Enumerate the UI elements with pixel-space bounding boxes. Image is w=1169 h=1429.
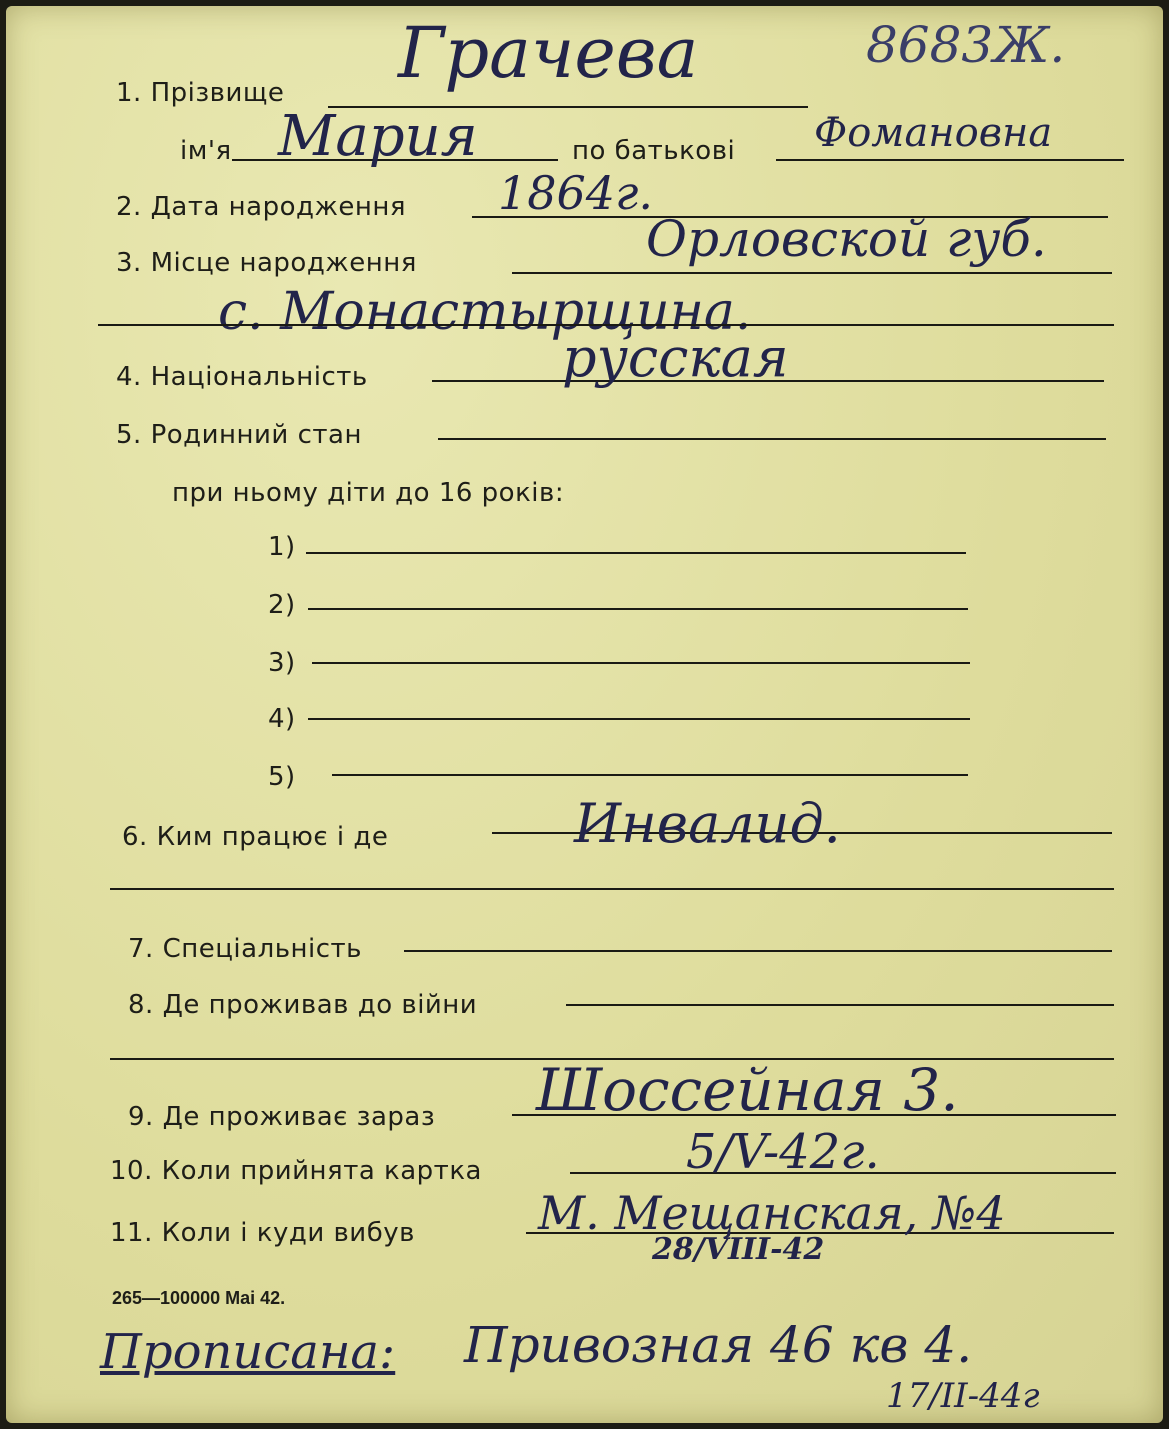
birthdate-label: 2. Дата народження	[116, 192, 407, 222]
occupation-value: Инвалид.	[574, 792, 841, 855]
departure-label: 11. Коли і куди вибув	[110, 1218, 415, 1248]
name-label: ім'я	[180, 136, 232, 166]
child-5-label: 5)	[268, 762, 296, 792]
registration-card	[6, 6, 1163, 1423]
patronymic-line	[776, 159, 1124, 161]
marital-status-label: 5. Родинний стан	[116, 420, 362, 450]
occupation-line-2	[110, 888, 1114, 890]
card-accepted-label: 10. Коли прийнята картка	[110, 1156, 482, 1186]
prewar-residence-line	[566, 1004, 1114, 1006]
specialty-line	[404, 950, 1112, 952]
print-code: 265—100000 Mai 42.	[112, 1288, 286, 1308]
card-number: 8683Ж.	[866, 16, 1066, 74]
child-1-label: 1)	[268, 532, 296, 562]
birthplace-value-2: с. Монастырщина.	[218, 282, 752, 342]
registration-label: Прописана:	[100, 1324, 396, 1380]
patronymic-value: Фомановна	[814, 110, 1053, 156]
child-3-line	[312, 662, 970, 664]
birthdate-value: 1864г.	[498, 166, 653, 220]
prewar-residence-label: 8. Де проживав до війни	[128, 990, 478, 1020]
child-5-line	[332, 774, 968, 776]
children-label: при ньому діти до 16 років:	[172, 478, 565, 508]
child-1-line	[306, 552, 966, 554]
nationality-value: русская	[562, 326, 789, 389]
occupation-label: 6. Ким працює і де	[122, 822, 389, 852]
current-residence-value: Шоссейная 3.	[536, 1056, 959, 1124]
name-value: Мария	[278, 104, 478, 169]
specialty-label: 7. Спеціальність	[128, 934, 363, 964]
registration-value: Привозная 46 кв 4.	[464, 1316, 973, 1374]
marital-status-line	[438, 438, 1106, 440]
registration-date: 17/II-44г	[886, 1376, 1040, 1416]
child-3-label: 3)	[268, 648, 296, 678]
child-4-line	[308, 718, 970, 720]
birthplace-value-1: Орловской губ.	[646, 210, 1047, 268]
birthplace-label: 3. Місце народження	[116, 248, 417, 278]
surname-label: 1. Прізвище	[116, 78, 285, 108]
child-4-label: 4)	[268, 704, 296, 734]
child-2-label: 2)	[268, 590, 296, 620]
nationality-label: 4. Національність	[116, 362, 368, 392]
birthplace-line	[512, 272, 1112, 274]
patronymic-label: по батькові	[572, 136, 736, 166]
departure-date: 28/VIII-42	[652, 1232, 825, 1267]
departure-value: М. Мещанская, №4	[538, 1186, 1006, 1240]
card-accepted-value: 5/V-42г.	[686, 1124, 880, 1180]
current-residence-label: 9. Де проживає зараз	[128, 1102, 436, 1132]
surname-value: Грачева	[398, 12, 699, 94]
child-2-line	[308, 608, 968, 610]
